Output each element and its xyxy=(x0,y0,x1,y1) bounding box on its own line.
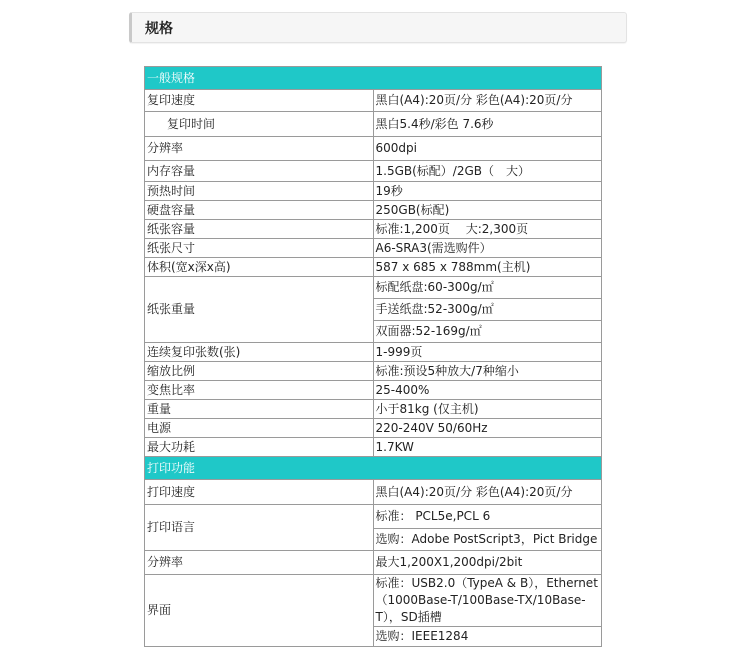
row-label: 复印时间 xyxy=(145,112,374,137)
row-value: 587 x 685 x 788mm(主机) xyxy=(373,258,602,277)
row-label: 纸张容量 xyxy=(145,220,374,239)
row-value: 1.7KW xyxy=(373,438,602,457)
table-row xyxy=(145,161,602,182)
table-row xyxy=(145,137,602,161)
row-value: 黑白(A4):20页/分 彩色(A4):20页/分 xyxy=(373,90,602,112)
table-row xyxy=(145,182,602,201)
row-value: 黑白5.4秒/彩色 7.6秒 xyxy=(373,112,602,137)
row-label: 重量 xyxy=(145,400,374,419)
section-title: 规格 xyxy=(145,21,173,37)
table-row xyxy=(145,381,602,400)
row-label: 预热时间 xyxy=(145,182,374,201)
row-value: 标配纸盘:60-300g/㎡ xyxy=(373,277,602,299)
row-label: 纸张尺寸 xyxy=(145,239,374,258)
row-label: 硬盘容量 xyxy=(145,201,374,220)
row-label: 连续复印张数(张) xyxy=(145,343,374,362)
table-row xyxy=(145,505,602,529)
row-label: 变焦比率 xyxy=(145,381,374,400)
row-label: 电源 xyxy=(145,419,374,438)
table-row xyxy=(145,575,602,627)
row-value: 最大1,200X1,200dpi/2bit xyxy=(373,551,602,575)
row-value: 1.5GB(标配）/2GB（ 大） xyxy=(373,161,602,182)
row-value: 1-999页 xyxy=(373,343,602,362)
row-value: 19秒 xyxy=(373,182,602,201)
row-value: 600dpi xyxy=(373,137,602,161)
table-row xyxy=(145,258,602,277)
spec-table xyxy=(144,66,602,647)
row-label: 分辨率 xyxy=(145,551,374,575)
row-value: 标准： PCL5e,PCL 6 xyxy=(373,505,602,529)
row-label: 复印速度 xyxy=(145,90,374,112)
section-row-general xyxy=(145,67,602,90)
row-value: 小于81kg (仅主机) xyxy=(373,400,602,419)
row-label: 纸张重量 xyxy=(145,277,374,343)
row-value: 手送纸盘:52-300g/㎡ xyxy=(373,299,602,321)
row-label: 打印语言 xyxy=(145,505,374,551)
row-label: 缩放比例 xyxy=(145,362,374,381)
table-row xyxy=(145,551,602,575)
table-row xyxy=(145,343,602,362)
table-row xyxy=(145,438,602,457)
row-label: 分辨率 xyxy=(145,137,374,161)
table-row xyxy=(145,480,602,505)
row-label: 界面 xyxy=(145,575,374,647)
section-header xyxy=(129,12,627,43)
row-value: 25-400% xyxy=(373,381,602,400)
table-row xyxy=(145,400,602,419)
table-row xyxy=(145,90,602,112)
table-row xyxy=(145,201,602,220)
row-label: 体积(宽x深x高) xyxy=(145,258,374,277)
row-value: 选购：Adobe PostScript3，Pict Bridge xyxy=(373,529,602,551)
table-row xyxy=(145,419,602,438)
section-title-print: 打印功能 xyxy=(145,457,602,480)
section-title-general: 一般规格 xyxy=(145,67,602,90)
row-value: 250GB(标配) xyxy=(373,201,602,220)
table-row xyxy=(145,362,602,381)
row-label: 内存容量 xyxy=(145,161,374,182)
row-value: 黑白(A4):20页/分 彩色(A4):20页/分 xyxy=(373,480,602,505)
row-value: 220-240V 50/60Hz xyxy=(373,419,602,438)
row-value: 标准:1,200页 大:2,300页 xyxy=(373,220,602,239)
table-row xyxy=(145,220,602,239)
table-row xyxy=(145,112,602,137)
section-row-print xyxy=(145,457,602,480)
row-label: 打印速度 xyxy=(145,480,374,505)
row-value: 双面器:52-169g/㎡ xyxy=(373,321,602,343)
row-value: A6-SRA3(需选购件） xyxy=(373,239,602,258)
row-value: 标准:预设5种放大/7种缩小 xyxy=(373,362,602,381)
table-row xyxy=(145,239,602,258)
row-label: 最大功耗 xyxy=(145,438,374,457)
row-value: 选购：IEEE1284 xyxy=(373,627,602,647)
row-value: 标准：USB2.0（TypeA & B），Ethernet（1000Base-T/100Base-TX/10Base-T），SD插槽 xyxy=(373,575,602,627)
table-row xyxy=(145,277,602,299)
